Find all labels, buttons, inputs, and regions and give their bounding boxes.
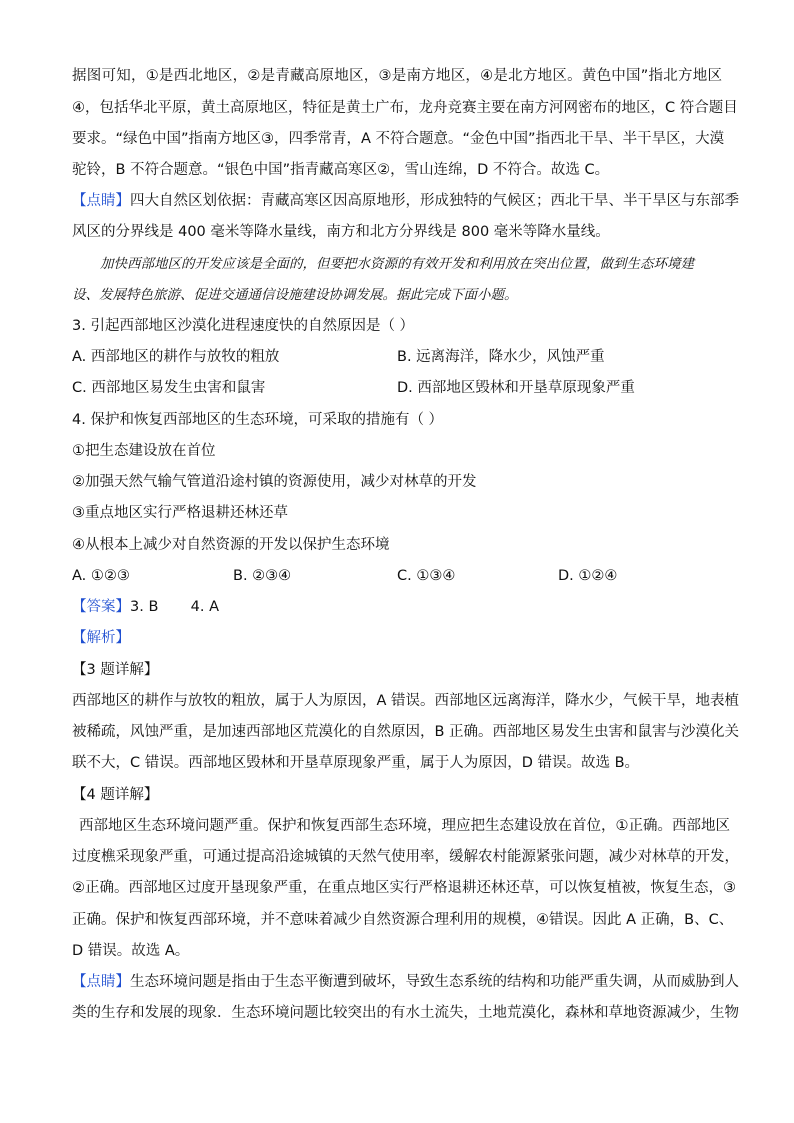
detail4-line5: D 错误。故选 A。 xyxy=(72,943,190,959)
note1-line1 xyxy=(72,191,739,211)
q4-statement-4: ④从根本上减少对自然资源的开发以保护生态环境 xyxy=(72,537,390,553)
detail3-line1: 西部地区的耕作与放牧的粗放，属于人为原因，A 错误。西部地区远离海洋，降水少，气候干旱，地表植 xyxy=(72,693,740,709)
intro-line2: 设、发展特色旅游、促进交通通信设施建设协调发展。据此完成下面小题。 xyxy=(72,287,518,303)
analysis-heading xyxy=(72,628,722,648)
detail4-line3: ②正确。西部地区过度开垦现象严重，在重点地区实行严格退耕还林还草，可以恢复植被，恢复生态，③ xyxy=(72,880,736,896)
answer-text: 3. B 4. A xyxy=(130,599,220,615)
note2-line2: 类的生存和发展的现象．生态环境问题比较突出的有水土流失，土地荒漠化，森林和草地资源减少，生物 xyxy=(72,1005,739,1021)
q3-option-c: C. 西部地区易发生虫害和鼠害 xyxy=(72,380,266,396)
q3-option-d: D. 西部地区毁林和开垦草原现象严重 xyxy=(397,380,635,396)
detail4-line1: 西部地区生态环境问题严重。保护和恢复西部生态环境，理应把生态建设放在首位，①正确。西部地区 xyxy=(79,818,730,834)
q4-option-b: B. ②③④ xyxy=(233,568,292,584)
q4-statement-1: ①把生态建设放在首位 xyxy=(72,443,216,459)
q4-statement-3: ③重点地区实行严格退耕还林还草 xyxy=(72,505,288,521)
note1-tag: 【点睛】 xyxy=(72,193,130,209)
para1-line2: ④，包括华北平原，黄土高原地区，特征是黄土广布，龙舟竞赛主要在南方河网密布的地区，C 符合题目 xyxy=(72,100,738,116)
note2-text: 生态环境问题是指由于生态平衡遭到破坏，导致生态系统的结构和功能严重失调，从而威胁到人 xyxy=(130,974,739,990)
note1-text: 四大自然区划依据：青藏高寒区因高原地形，形成独特的气候区；西北干旱、半干旱区与东部季 xyxy=(130,193,739,209)
detail4-heading: 【4 题详解】 xyxy=(72,787,159,803)
note1-line2: 风区的分界线是 400 毫米等降水量线，南方和北方分界线是 800 毫米等降水量线。 xyxy=(72,224,610,240)
q3-option-a: A. 西部地区的耕作与放牧的粗放 xyxy=(72,349,280,365)
intro-line1: 加快西部地区的开发应该是全面的，但要把水资源的有效开发和利用放在突出位置，做到生态环境建 xyxy=(100,256,694,272)
q3-stem: 3. 引起西部地区沙漠化进程速度快的自然原因是（ ） xyxy=(72,318,415,334)
analysis-tag: 【解析】 xyxy=(72,630,130,646)
answer-tag: 【答案】 xyxy=(72,599,130,615)
para1-line4: 驼铃，B 不符合题意。“银色中国”指青藏高寒区②，雪山连绵，D 不符合。故选 C。 xyxy=(72,162,610,178)
q4-stem: 4. 保护和恢复西部地区的生态环境，可采取的措施有（ ） xyxy=(72,412,444,428)
q3-option-b: B. 远离海洋，降水少，风蚀严重 xyxy=(397,349,605,365)
detail4-line4: 正确。保护和恢复西部环境，并不意味着减少自然资源合理利用的规模，④错误。因此 A 正确，B、C、 xyxy=(72,912,734,928)
q4-statement-2: ②加强天然气输气管道沿途村镇的资源使用，减少对林草的开发 xyxy=(72,474,477,490)
detail3-heading: 【3 题详解】 xyxy=(72,662,159,678)
q4-option-a: A. ①②③ xyxy=(72,568,130,584)
para1-line1: 据图可知，①是西北地区，②是青藏高原地区，③是南方地区，④是北方地区。黄色中国”指北方地区 xyxy=(72,68,722,84)
answer-line xyxy=(72,597,722,617)
detail3-line3: 联不大，C 错误。西部地区毁林和开垦草原现象严重，属于人为原因，D 错误。故选 B。 xyxy=(72,755,640,771)
detail4-line2: 过度樵采现象严重，可通过提高沿途城镇的天然气使用率，缓解农村能源紧张问题，减少对林草的开发， xyxy=(72,849,739,865)
q4-option-d: D. ①②④ xyxy=(558,568,618,584)
detail3-line2: 被稀疏，风蚀严重，是加速西部地区荒漠化的自然原因，B 正确。西部地区易发生虫害和鼠害与沙漠化关 xyxy=(72,724,740,740)
para1-line3: 要求。“绿色中国”指南方地区③，四季常青，A 不符合题意。“金色中国”指西北干旱、半干旱区，大漠 xyxy=(72,131,725,147)
note2-tag: 【点睛】 xyxy=(72,974,130,990)
q4-option-c: C. ①③④ xyxy=(397,568,456,584)
note2-line1 xyxy=(72,972,739,992)
